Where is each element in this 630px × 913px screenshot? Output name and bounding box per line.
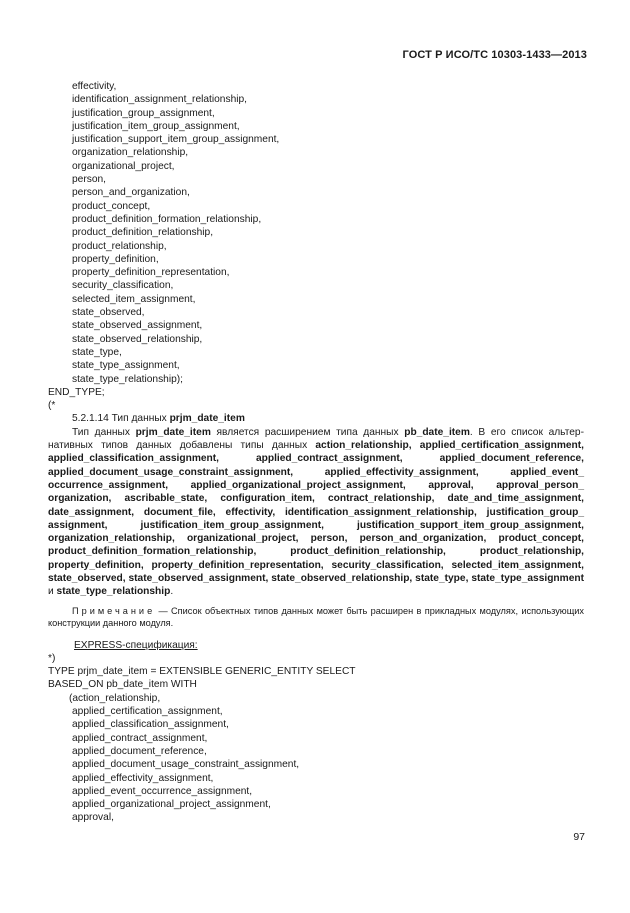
list-item: product_concept,	[72, 200, 151, 212]
para-type-list: action_relationship, applied_certification_assignment, applied_classification_assignment, applied_contract_assignment, applied_document_reference, applied_document_usage_constraint_assignment, applied_effectivity_assignment, applied_event_ occurrence_assignment, applied_organizational_project_assignment, approval, approval_person_ organization, ascribable_state, configuration_item, contract_relationship, date_and_time_assignment, date_assignment, document_file, effectivity, identification_assignment_relationship, justification_group_ assignment, justification_item_group_assignment, justification_support_item_group_assignment, organization_relationship, organizational_project, person, person_and_organization, product_concept, product_definition_formation_relationship, product_definition_relationship, product_relationship, property_definition, property_definition_representation, security_classification, selected_item_assignment, state_observed, state_observed_assignment, state_observed_relationship, state_type, state_type_assignment	[48, 440, 584, 584]
list-item: effectivity,	[72, 81, 117, 92]
list-item: organization_relationship,	[72, 147, 189, 159]
list-item: state_type_relationship);	[72, 373, 183, 385]
list-item: person,	[72, 174, 106, 186]
section-heading	[48, 412, 584, 425]
list-item: product_definition_relationship,	[72, 227, 214, 239]
list-item: justification_item_group_assignment,	[72, 120, 240, 132]
list-item: property_definition,	[72, 253, 159, 265]
list-item: state_observed,	[72, 307, 145, 319]
list-item: applied_event_occurrence_assignment,	[72, 785, 253, 797]
type-declaration: TYPE prjm_date_item = EXTENSIBLE GENERIC_ENTITY SELECT	[48, 666, 356, 678]
list-item: applied_document_reference,	[72, 745, 207, 757]
para-intro-1: Тип данных	[72, 426, 136, 438]
para-intro-3: . В его список альтернативных типов данных добавлены типы данных	[48, 426, 584, 452]
list-item: applied_contract_assignment,	[72, 732, 208, 744]
para-base-type: pb_date_item	[404, 426, 470, 438]
based-on: BASED_ON pb_date_item WITH	[48, 679, 197, 691]
note-text: — Список объектных типов данных может быть расширен в прикладных модулях, использующих конструкции данного модуля.	[48, 605, 584, 629]
para-last-type: state_type_relationship	[56, 586, 171, 598]
list-item: selected_item_assignment,	[72, 293, 196, 305]
end-type: END_TYPE;	[48, 386, 105, 398]
list-item: justification_support_item_group_assignment,	[72, 134, 280, 146]
section-paragraph	[48, 426, 584, 599]
list-item: identification_assignment_relationship,	[72, 94, 247, 106]
list-item: state_observed_relationship,	[72, 333, 203, 345]
list-item: applied_classification_assignment,	[72, 719, 229, 731]
list-item: property_definition_representation,	[72, 267, 230, 279]
list-item: person_and_organization,	[72, 187, 190, 199]
list-item: state_observed_assignment,	[72, 320, 203, 332]
section-heading-name: prjm_date_item	[169, 413, 245, 425]
section-heading-prefix: 5.2.1.14 Тип данных	[72, 413, 170, 425]
list-item: applied_effectivity_assignment,	[72, 772, 214, 784]
para-and: и	[48, 586, 57, 598]
list-item: product_relationship,	[72, 240, 167, 252]
list-item: state_type_assignment,	[72, 360, 180, 372]
page-content	[48, 80, 584, 825]
document-header: ГОСТ Р ИСО/ТС 10303-1433—2013	[402, 49, 587, 61]
list-item: applied_certification_assignment,	[72, 706, 223, 718]
list-item: applied_organizational_project_assignment,	[72, 799, 271, 811]
list-item: security_classification,	[72, 280, 174, 292]
list-item: applied_document_usage_constraint_assignment,	[72, 759, 300, 771]
select-first-item: (action_relationship,	[69, 692, 161, 704]
list-item: approval,	[72, 812, 114, 824]
select-items	[48, 705, 584, 825]
note-label: Примечание	[72, 605, 156, 616]
comment-close: *)	[48, 652, 56, 664]
list-item: justification_group_assignment,	[72, 107, 215, 119]
page-number: 97	[573, 831, 585, 843]
express-title: EXPRESS-спецификация:	[74, 639, 198, 651]
para-end: .	[170, 586, 174, 598]
note	[48, 605, 584, 630]
para-type-name: prjm_date_item	[135, 426, 211, 438]
type-list	[48, 80, 584, 386]
list-item: product_definition_formation_relationship,	[72, 213, 262, 225]
para-intro-2: является расширением типа данных	[210, 426, 405, 438]
list-item: state_type,	[72, 346, 122, 358]
list-item: organizational_project,	[72, 160, 175, 172]
comment-open: (*	[48, 400, 56, 412]
